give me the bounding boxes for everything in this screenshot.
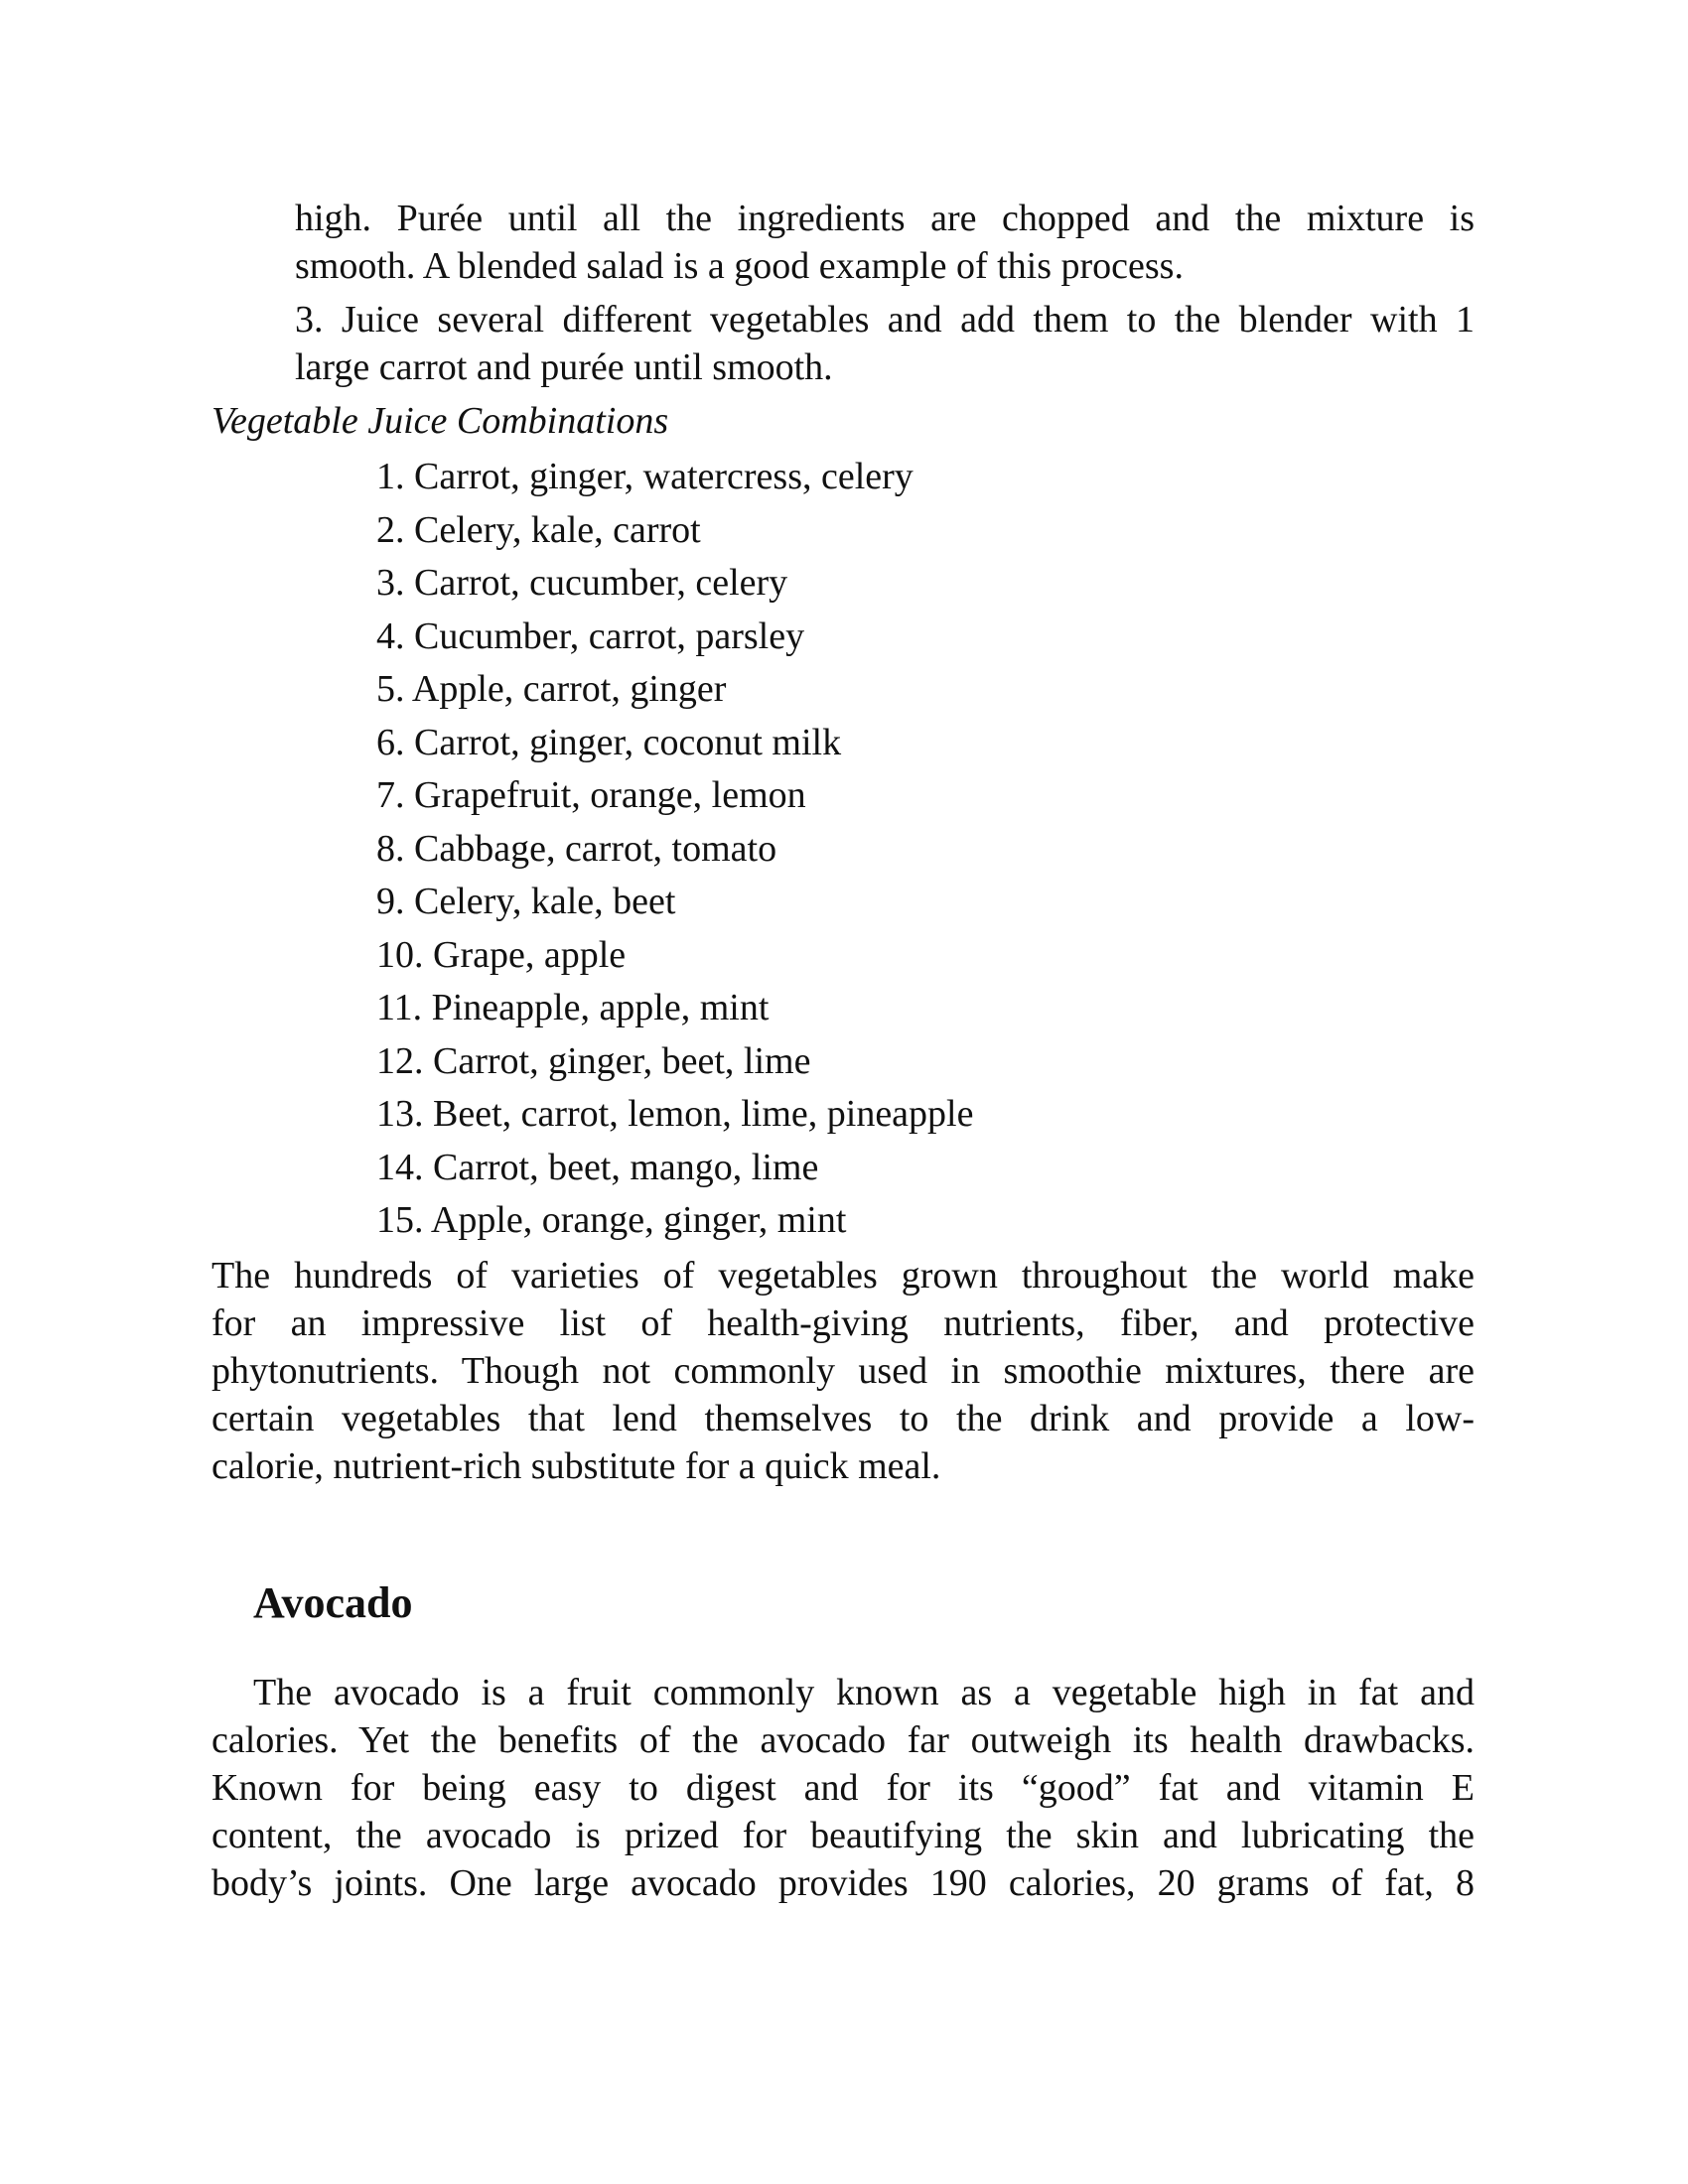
- avocado-heading: Avocado: [253, 1577, 413, 1627]
- list-item: 5. Apple, carrot, ginger: [376, 668, 727, 710]
- list-item: 12. Carrot, ginger, beet, lime: [376, 1039, 811, 1082]
- text-line: smooth. A blended salad is a good example of this process.: [295, 245, 1184, 287]
- text-line: calorie, nutrient-rich substitute for a quick meal.: [211, 1444, 941, 1487]
- list-item: 15. Apple, orange, ginger, mint: [376, 1199, 847, 1241]
- list-item: 11. Pineapple, apple, mint: [376, 987, 770, 1028]
- text-line: high. Purée until all the ingredients are chopped and the mixture is: [295, 198, 1475, 239]
- avocado-paragraph: [211, 1669, 1475, 1907]
- list-item: 9. Celery, kale, beet: [376, 881, 676, 922]
- text-line: The avocado is a fruit commonly known as a vegetable high in fat and: [253, 1671, 1475, 1713]
- text-line: phytonutrients. Though not commonly used in smoothie mixtures, there are: [211, 1349, 1475, 1392]
- combinations-list: [211, 451, 1475, 1248]
- text-line: certain vegetables that lend themselves to the drink and provide a low-: [211, 1397, 1475, 1439]
- list-item: 7. Grapefruit, orange, lemon: [376, 774, 806, 816]
- text-line: Known for being easy to digest and for its “good” fat and vitamin E: [211, 1766, 1475, 1809]
- combinations-heading: Vegetable Juice Combinations: [211, 400, 669, 442]
- text-line: content, the avocado is prized for beautifying the skin and lubricating the: [211, 1814, 1475, 1856]
- list-item: 3. Carrot, cucumber, celery: [376, 562, 788, 604]
- list-item: 10. Grape, apple: [376, 933, 627, 976]
- text-line: large carrot and purée until smooth.: [295, 346, 833, 388]
- list-item: 2. Celery, kale, carrot: [376, 508, 701, 551]
- list-item: 4. Cucumber, carrot, parsley: [376, 614, 805, 657]
- text-line: 3. Juice several different vegetables and add them to the blender with 1: [295, 299, 1475, 341]
- list-item: 6. Carrot, ginger, coconut milk: [376, 721, 842, 763]
- list-item: 1. Carrot, ginger, watercress, celery: [376, 456, 914, 497]
- text-line: body’s joints. One large avocado provides 190 calories, 20 grams of fat, 8: [211, 1861, 1475, 1904]
- step-3: [211, 296, 1475, 391]
- list-item: 13. Beet, carrot, lemon, lime, pineapple: [376, 1093, 974, 1135]
- text-line: calories. Yet the benefits of the avocado far outweigh its health drawbacks.: [211, 1718, 1475, 1761]
- text-line: The hundreds of varieties of vegetables grown throughout the world make: [211, 1254, 1475, 1297]
- document-page: [211, 195, 1475, 1907]
- list-item: 14. Carrot, beet, mango, lime: [376, 1146, 819, 1188]
- list-item: 8. Cabbage, carrot, tomato: [376, 827, 777, 870]
- vegetables-paragraph: [211, 1252, 1475, 1490]
- text-line: for an impressive list of health-giving nutrients, fiber, and protective: [211, 1301, 1475, 1344]
- step-2-continuation: [211, 195, 1475, 290]
